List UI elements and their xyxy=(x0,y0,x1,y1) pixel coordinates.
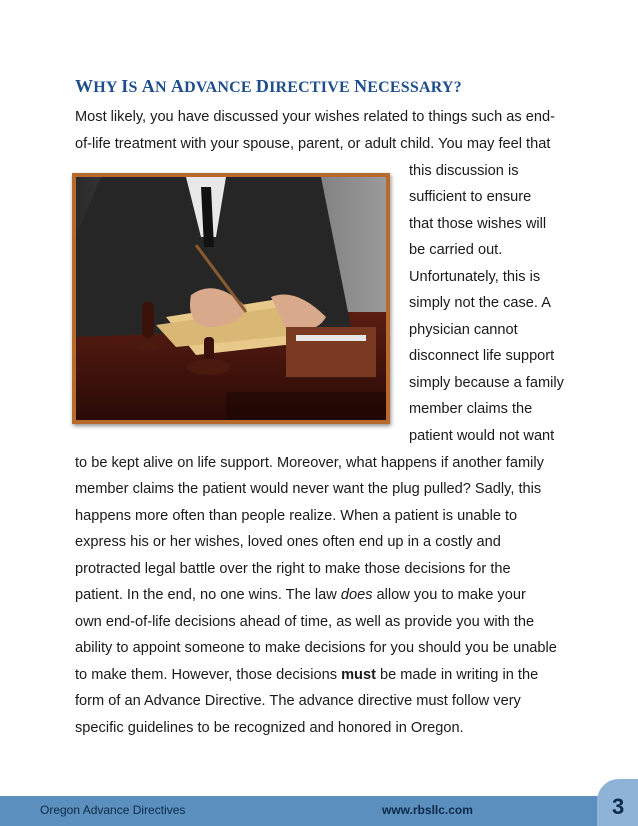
side-line-3: that those wishes will xyxy=(409,216,547,232)
body-line-3: to be kept alive on life support. Moreover, what happens if another family xyxy=(75,455,544,471)
body-line-11-end: be made in writing in the xyxy=(375,667,539,683)
body-line-9: own end-of-life decisions ahead of time, as well as provide you with the xyxy=(75,614,535,630)
body-line-11-start: to make them. However, those decisions xyxy=(75,667,342,683)
side-line-4: be carried out. xyxy=(409,242,503,258)
page-number: 3 xyxy=(612,794,625,819)
side-line-11: patient would not want xyxy=(409,428,555,444)
emphasis-must: must xyxy=(341,667,376,683)
side-line-9: simply because a family xyxy=(409,375,564,391)
emphasis-does: does xyxy=(340,587,373,603)
body-line-6: express his or her wishes, loved ones often end up in a costly and xyxy=(75,534,501,550)
section-heading: WHY IS AN ADVANCE DIRECTIVE NECESSARY? xyxy=(75,76,462,96)
footer-bar xyxy=(0,796,638,826)
body-line-5: happens more often than people realize. When a patient is unable to xyxy=(75,508,518,524)
footer-title: Oregon Advance Directives xyxy=(40,803,186,817)
body-line-10: ability to appoint someone to make decisions for you should you be unable xyxy=(75,640,557,656)
side-line-10: member claims the xyxy=(409,401,533,417)
side-line-8: disconnect life support xyxy=(409,348,555,364)
side-line-5: Unfortunately, this is xyxy=(409,269,541,285)
body-line-12: form of an Advance Directive. The advance directive must follow very xyxy=(75,693,521,709)
side-line-6: simply not the case. A xyxy=(409,295,551,311)
footer-url: www.rbsllc.com xyxy=(382,803,473,817)
body-line-4: member claims the patient would never want the plug pulled? Sadly, this xyxy=(75,481,542,497)
body-line-13: specific guidelines to be recognized and honored in Oregon. xyxy=(75,720,464,736)
side-line-1: this discussion is xyxy=(409,163,519,179)
body-line-8 xyxy=(75,585,526,605)
body-line-11 xyxy=(75,665,538,685)
body-line-7: protracted legal battle over the right to make those decisions for the xyxy=(75,561,511,577)
body-line-8-end: allow you to make your xyxy=(372,587,526,603)
side-line-7: physician cannot xyxy=(409,322,518,338)
photo-signing-document xyxy=(72,173,390,424)
body-line-1: Most likely, you have discussed your wishes related to things such as end- xyxy=(75,109,555,125)
body-line-8-start: patient. In the end, no one wins. The law xyxy=(75,587,341,603)
side-line-2: sufficient to ensure xyxy=(409,189,532,205)
body-line-2: of-life treatment with your spouse, parent, or adult child. You may feel that xyxy=(75,136,551,152)
photo-illustration xyxy=(76,177,386,420)
